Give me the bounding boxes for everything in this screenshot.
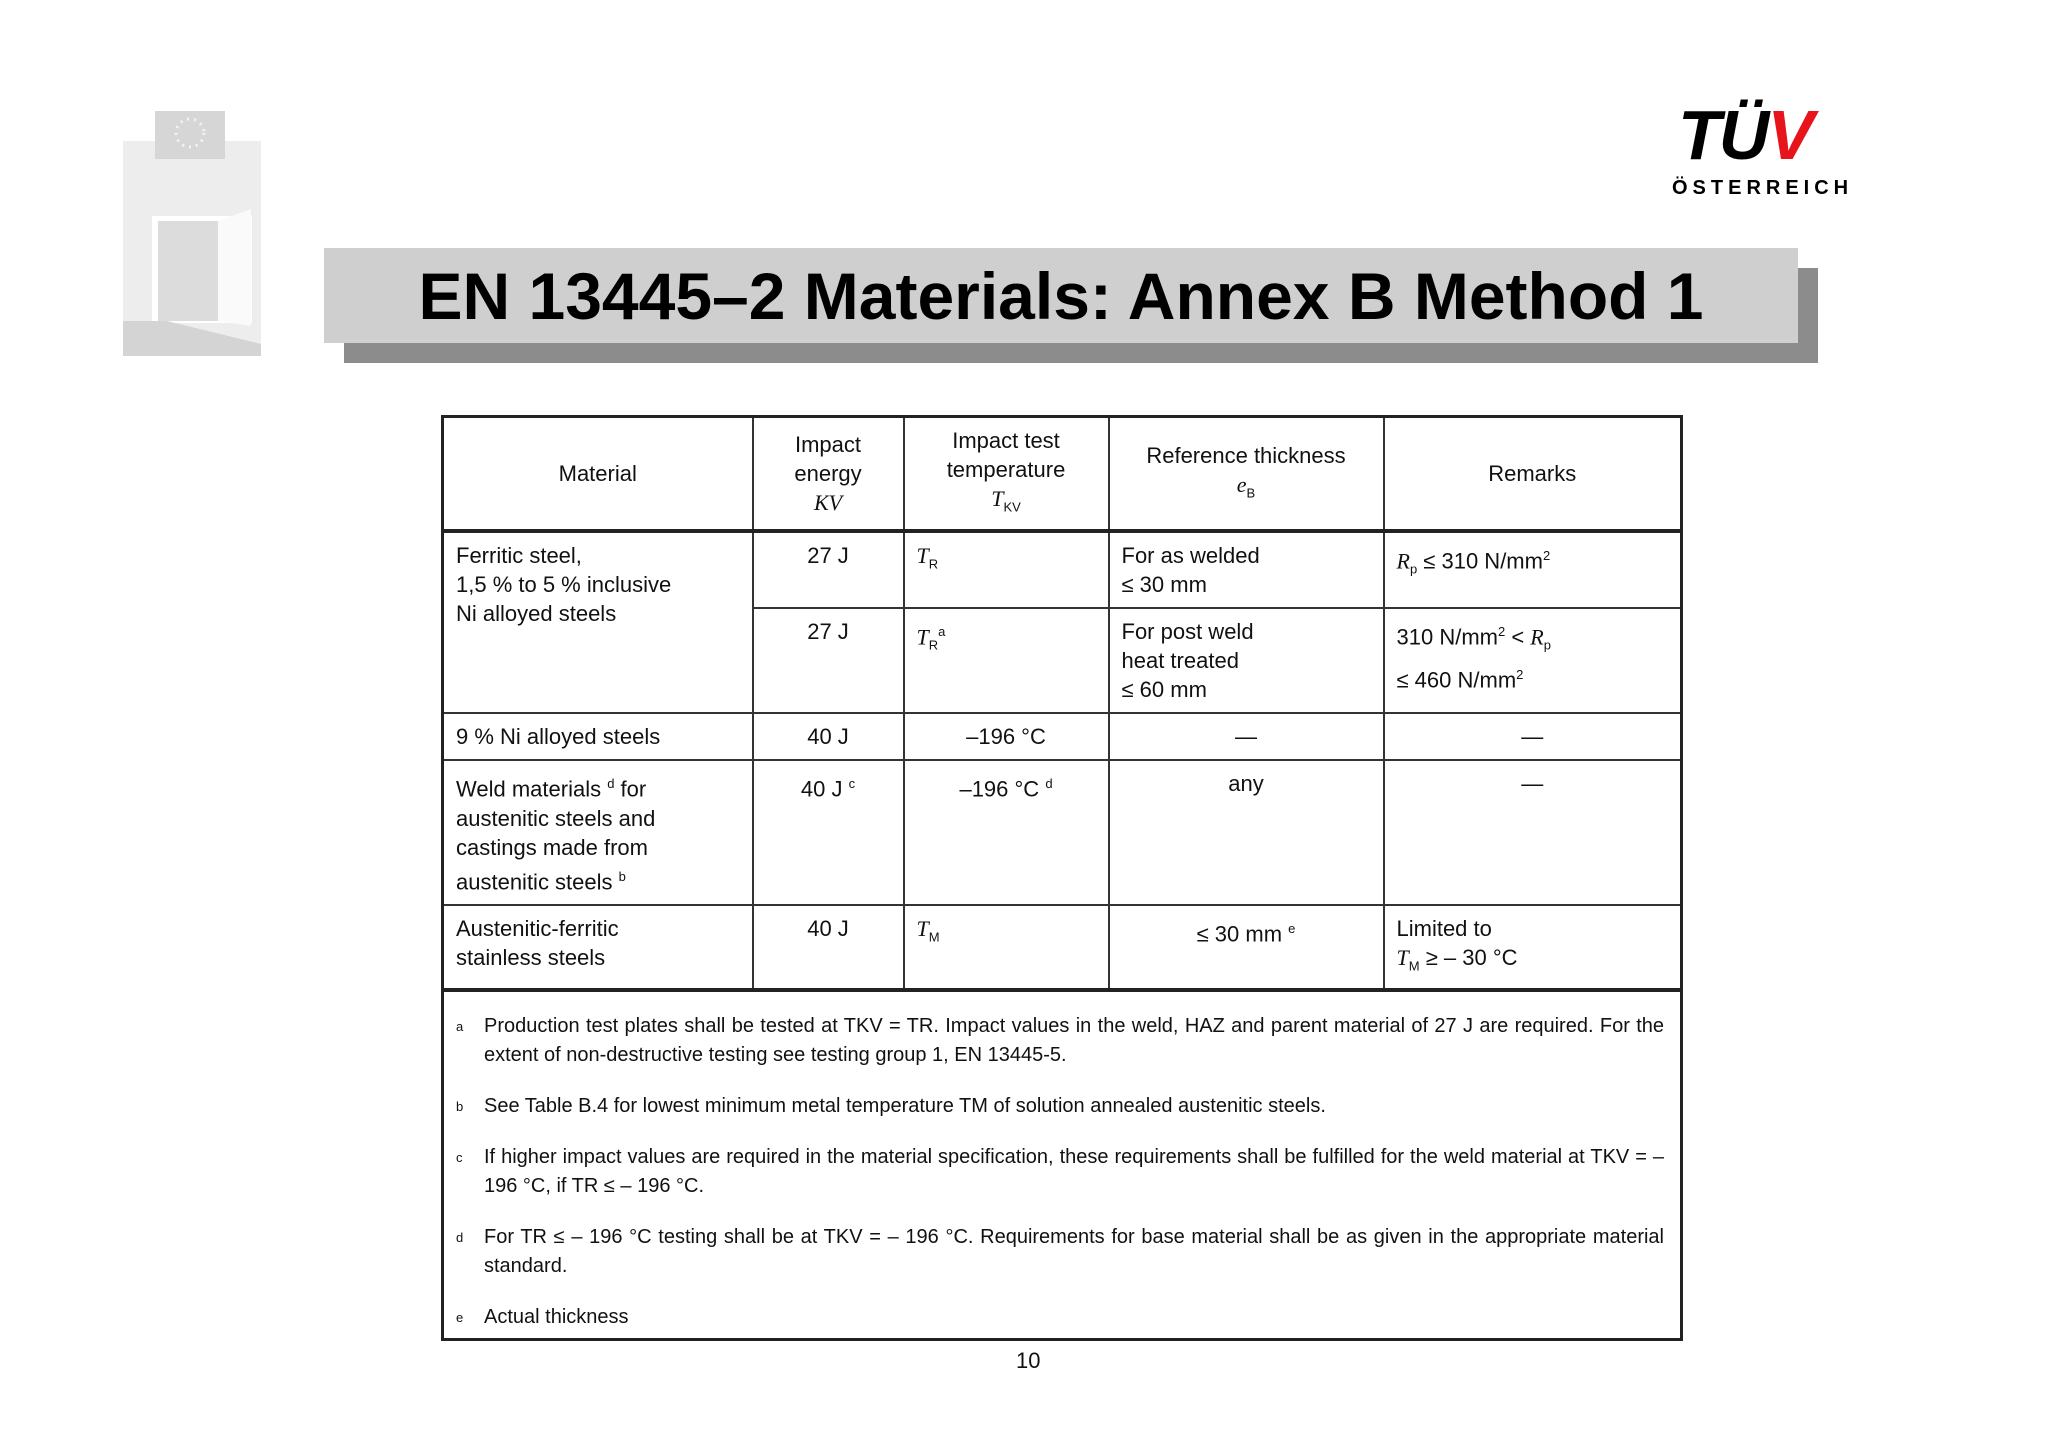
cell-remarks: 310 $N/mm^2 < R_p$ ≤ 460 $N/mm^2$ [1384,608,1682,713]
footnote-d: d For TR ≤ – 196 °C testing shall be at TKV = – 196 °C. Requirements for base material shall be as given in the appropriate material standard. [456,1226,1664,1278]
cell-temperature: $T_R$ [904,531,1109,608]
footnote-b: b See Table B.4 for lowest minimum metal temperature TM of solution annealed austenitic steels. [456,1095,1326,1118]
tuv-austria-logo: TÜV ÖSTERREICH [1672,96,1854,199]
cell-energy: 27 J [753,531,904,608]
cell-remarks: — [1384,713,1682,760]
page-title: EN 13445–2 Materials: Annex B Method 1 [418,258,1704,333]
cell-energy: 40 J $^c$ [753,760,904,905]
cell-temperature: $T_R^a$ [904,608,1109,713]
cell-energy: 27 J [753,608,904,713]
header-reference-thickness: Reference thickness $e_B$ [1109,417,1384,532]
header-impact-temperature: Impact test temperature $T_{KV}$ [904,417,1109,532]
cell-thickness: For post weld heat treated ≤ 60 mm [1109,608,1384,713]
cell-remarks: Limited to $T_M$ ≥ – 30 °C [1384,905,1682,990]
cell-thickness: any [1109,760,1384,905]
footnote-a: a Production test plates shall be tested at TKV = TR. Impact values in the weld, HAZ and parent material of 27 J are required. For the extent of non-destructive testing see testing group 1, EN 13445-5. [456,1015,1664,1067]
footnotes [443,990,1682,1340]
cell-energy: 40 J [753,905,904,990]
cell-remarks: — [1384,760,1682,905]
cell-thickness: For as welded ≤ 30 mm [1109,531,1384,608]
cell-temperature: –196 °C $^d$ [904,760,1109,905]
footnote-e: e Actual thickness [456,1306,629,1329]
table-header-row [443,417,1682,532]
table-row [443,531,1682,608]
table-row [443,713,1682,760]
table-row [443,905,1682,990]
cell-temperature: –196 °C [904,713,1109,760]
cell-material: Ferritic steel, 1,5 % to 5 % inclusive Ni alloyed steels [443,531,753,713]
cell-material: 9 % Ni alloyed steels [443,713,753,760]
table-row [443,760,1682,905]
page-number: 10 [1016,1348,1041,1373]
impact-requirements-table [441,415,1683,1341]
cell-remarks: $R_p \le 310$ $N/mm^2$ [1384,531,1682,608]
cell-material: Weld materials $^d$ for austenitic steels and castings made from austenitic steels $^b$ [443,760,753,905]
footnote-c: c If higher impact values are required in the material specification, these requirements shall be fulfilled for the weld material at TKV = – 196 °C, if TR ≤ – 196 °C. [456,1146,1664,1198]
footnotes-row [443,990,1682,1340]
header-material: Material [443,417,753,532]
header-remarks: Remarks [1384,417,1682,532]
cell-thickness: ≤ 30 mm $^e$ [1109,905,1384,990]
header-impact-energy: Impact energy KV [753,417,904,532]
title-banner [324,248,1798,343]
eu-logo [123,111,261,356]
cell-energy: 40 J [753,713,904,760]
cell-temperature: $T_M$ [904,905,1109,990]
cell-material: Austenitic-ferritic stainless steels [443,905,753,990]
cell-thickness: — [1109,713,1384,760]
